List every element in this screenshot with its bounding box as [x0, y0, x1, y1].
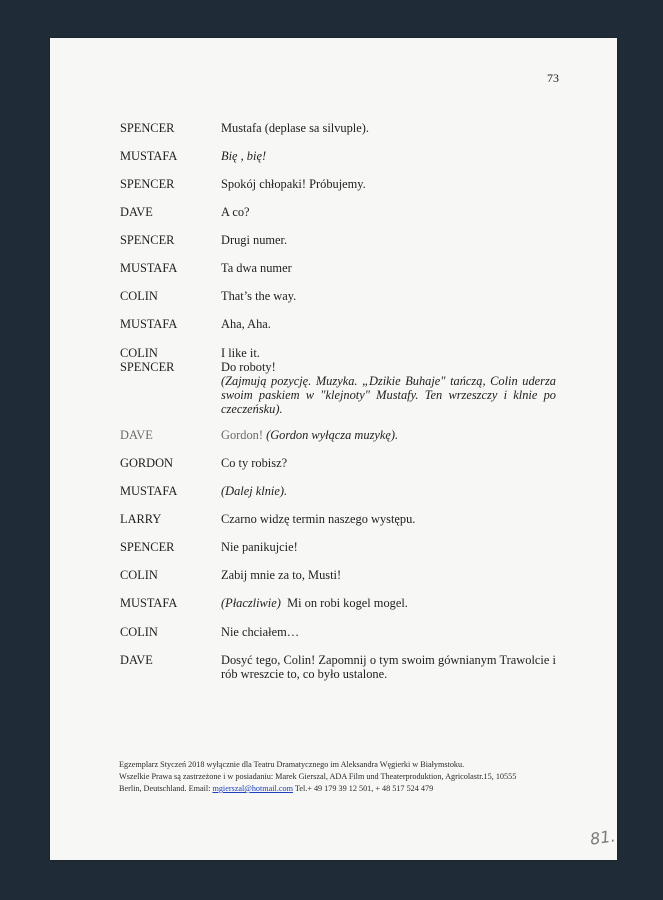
- speech-text: Czarno widzę termin naszego występu.: [221, 512, 416, 526]
- footer-text: Berlin, Deutschland. Email:: [119, 784, 211, 793]
- speech-text: Aha, Aha.: [221, 317, 271, 331]
- copyright-footer: [119, 759, 559, 795]
- speaker-name: SPENCER: [120, 233, 175, 247]
- speech-text: A co?: [221, 205, 250, 219]
- speech-text-plain: Mi on robi kogel mogel.: [287, 596, 408, 610]
- script-page: [50, 38, 617, 860]
- speaker-name: SPENCER: [120, 121, 175, 135]
- speaker-name: SPENCER: [120, 360, 175, 374]
- speaker-name: GORDON: [120, 456, 174, 470]
- speaker-name: COLIN: [120, 625, 158, 639]
- speech-text: Nie chciałem…: [221, 625, 300, 639]
- speech-text: Do roboty!: [221, 360, 276, 374]
- speaker-name: LARRY: [120, 512, 162, 526]
- speaker-name: MUSTAFA: [120, 317, 178, 331]
- footer-line: Wszelkie Prawa są zastrzeżone i w posiadaniu: Marek Gierszal, ADA Film und Theaterproduktion, Agricolastr.15, 10555: [119, 772, 517, 781]
- footer-line: Egzemplarz Styczeń 2018 wyłącznie dla Teatru Dramatycznego im Aleksandra Węgierki w Białymstoku.: [119, 760, 465, 769]
- speech-text: Ta dwa numer: [221, 261, 292, 275]
- speaker-name: SPENCER: [120, 177, 175, 191]
- email-link[interactable]: mgierszal@hotmail.com: [212, 784, 293, 793]
- speech-text: Mustafa (deplase sa silvuple).: [221, 121, 369, 135]
- speaker-name: MUSTAFA: [120, 596, 178, 610]
- footer-text: Tel.+ 49 179 39 12 501, + 48 517 524 479: [294, 784, 434, 793]
- speech-text: (Dalej klnie).: [221, 484, 288, 498]
- speaker-name: COLIN: [120, 289, 158, 303]
- page-number: 73: [547, 71, 559, 85]
- speaker-name: MUSTAFA: [120, 261, 178, 275]
- speech-text: I like it.: [221, 346, 260, 360]
- stage-direction: (Gordon wyłącza muzykę).: [266, 428, 399, 442]
- speech-text: Spokój chłopaki! Próbujemy.: [221, 177, 366, 191]
- speech-text: Co ty robisz?: [221, 456, 288, 470]
- speech-text: Bię , bię!: [221, 149, 267, 163]
- speech-text: Nie panikujcie!: [221, 540, 298, 554]
- speech-text: Drugi numer.: [221, 233, 288, 247]
- speaker-name: DAVE: [120, 653, 153, 667]
- speech-text: Zabij mnie za to, Musti!: [221, 568, 342, 582]
- speaker-name: DAVE: [120, 205, 153, 219]
- speech-text: [221, 596, 556, 610]
- speaker-name: MUSTAFA: [120, 149, 178, 163]
- handwritten-page-mark: 81.: [588, 826, 617, 849]
- footer-line: [119, 783, 559, 795]
- speaker-name: DAVE: [120, 428, 153, 442]
- stage-direction: (Zajmują pozycję. Muzyka. „Dzikie Buhaje" tańczą, Colin uderza swoim paskiem w "klejnoty" Mustafy. Ten wrzeszczy i klnie po czeczeńsku).: [221, 374, 556, 416]
- speech-text: [221, 428, 556, 442]
- speech-text: Dosyć tego, Colin! Zapomnij o tym swoim gównianym Trawolcie i rób wreszcie to, co było ustalone.: [221, 653, 556, 681]
- speech-text: That’s the way.: [221, 289, 297, 303]
- speech-text-plain: Gordon!: [221, 428, 263, 442]
- speaker-name: COLIN: [120, 346, 158, 360]
- speaker-name: MUSTAFA: [120, 484, 178, 498]
- speaker-name: COLIN: [120, 568, 158, 582]
- stage-direction: (Płaczliwie): [221, 596, 281, 610]
- speaker-name: SPENCER: [120, 540, 175, 554]
